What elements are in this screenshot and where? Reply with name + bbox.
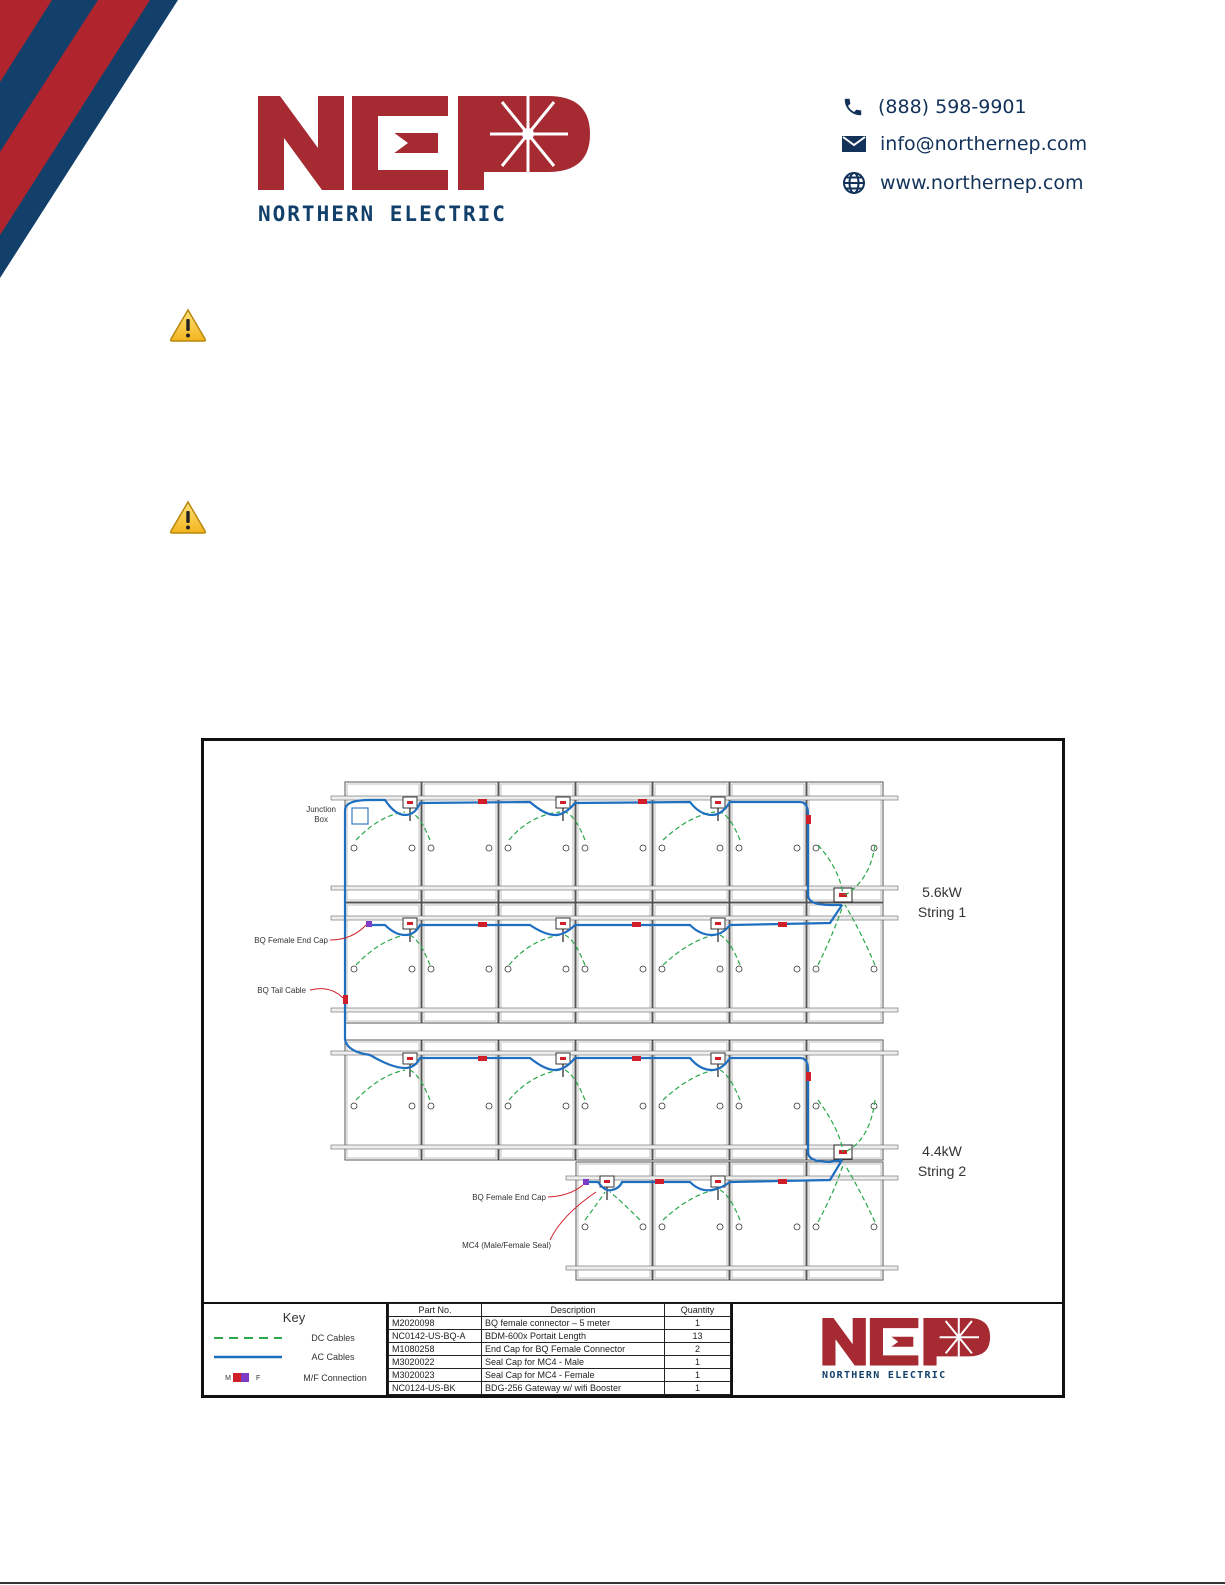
table-row bbox=[389, 1369, 731, 1382]
label-mc4-seal: MC4 (Male/Female Seal) bbox=[462, 1241, 551, 1250]
bottom-rule bbox=[0, 1582, 1225, 1584]
mounting-rail bbox=[566, 1266, 898, 1270]
solar-panel bbox=[576, 903, 652, 1023]
table-row bbox=[389, 1343, 731, 1356]
mounting-rail bbox=[566, 1176, 898, 1180]
col-header-quantity: Quantity bbox=[665, 1304, 731, 1317]
col-header-part-no: Part No. bbox=[389, 1304, 482, 1317]
cell-quantity: 2 bbox=[665, 1343, 731, 1356]
cell-part-no: M3020022 bbox=[389, 1356, 482, 1369]
cell-description: Seal Cap for MC4 - Female bbox=[482, 1369, 665, 1382]
string-1-name: String 1 bbox=[917, 904, 967, 920]
mounting-rail bbox=[331, 1008, 898, 1012]
label-bq-female-end-cap: BQ Female End Cap bbox=[254, 936, 328, 945]
website-link[interactable]: www.northernep.com bbox=[880, 172, 1084, 194]
table-row bbox=[389, 1317, 731, 1330]
cell-quantity: 1 bbox=[665, 1369, 731, 1382]
label-bq-tail-cable: BQ Tail Cable bbox=[257, 986, 306, 995]
nep-logo-mark bbox=[822, 1318, 992, 1366]
cell-part-no: M3020023 bbox=[389, 1369, 482, 1382]
table-row bbox=[389, 1330, 731, 1343]
table-right-border bbox=[731, 1302, 733, 1398]
parts-table bbox=[388, 1303, 731, 1395]
cell-quantity: 1 bbox=[665, 1356, 731, 1369]
key-title: Key bbox=[282, 1310, 306, 1325]
key-mf-connection: M/F Connection bbox=[303, 1373, 367, 1383]
cell-quantity: 13 bbox=[665, 1330, 731, 1343]
string-2-power: 4.4kW bbox=[922, 1143, 962, 1159]
company-name: NORTHERN ELECTRIC bbox=[258, 202, 507, 226]
table-header-row bbox=[389, 1304, 731, 1317]
phone-number[interactable]: (888) 598-9901 bbox=[878, 96, 1027, 118]
mounting-rail bbox=[331, 1145, 898, 1149]
label-bq-female-end-cap: BQ Female End Cap bbox=[472, 1193, 546, 1202]
footer-logo bbox=[822, 1318, 992, 1384]
key-dc-cables: DC Cables bbox=[311, 1333, 355, 1343]
table-row bbox=[389, 1356, 731, 1369]
key-male: M bbox=[225, 1375, 231, 1382]
col-header-description: Description bbox=[482, 1304, 665, 1317]
cell-part-no: M1080258 bbox=[389, 1343, 482, 1356]
cell-part-no: M2020098 bbox=[389, 1317, 482, 1330]
cell-part-no: NC0142-US-BQ-A bbox=[389, 1330, 482, 1343]
cell-description: BDG-256 Gateway w/ wifi Booster bbox=[482, 1382, 665, 1395]
cell-quantity: 1 bbox=[665, 1317, 731, 1330]
key-female: F bbox=[256, 1375, 261, 1382]
solar-panel bbox=[730, 903, 806, 1023]
footer-company-name: NORTHERN ELECTRIC bbox=[822, 1370, 947, 1381]
string-2-name: String 2 bbox=[917, 1163, 967, 1179]
string-1-power: 5.6kW bbox=[922, 884, 962, 900]
table-row bbox=[389, 1382, 731, 1395]
cell-description: End Cap for BQ Female Connector bbox=[482, 1343, 665, 1356]
solar-panel bbox=[422, 903, 498, 1023]
label-junction-box: Junction bbox=[306, 805, 336, 814]
key-ac-cables: AC Cables bbox=[311, 1352, 355, 1362]
mf-swatch-male bbox=[233, 1373, 241, 1382]
cell-part-no: NC0124-US-BK bbox=[389, 1382, 482, 1395]
label-junction-box: Box bbox=[314, 815, 328, 824]
cell-quantity: 1 bbox=[665, 1382, 731, 1395]
email-link[interactable]: info@northernep.com bbox=[880, 133, 1088, 155]
cell-description: BDM-600x Portait Length bbox=[482, 1330, 665, 1343]
cell-description: BQ female connector – 5 meter bbox=[482, 1317, 665, 1330]
cell-description: Seal Cap for MC4 - Male bbox=[482, 1356, 665, 1369]
mounting-rail bbox=[331, 886, 898, 890]
mf-swatch-female bbox=[241, 1373, 249, 1382]
